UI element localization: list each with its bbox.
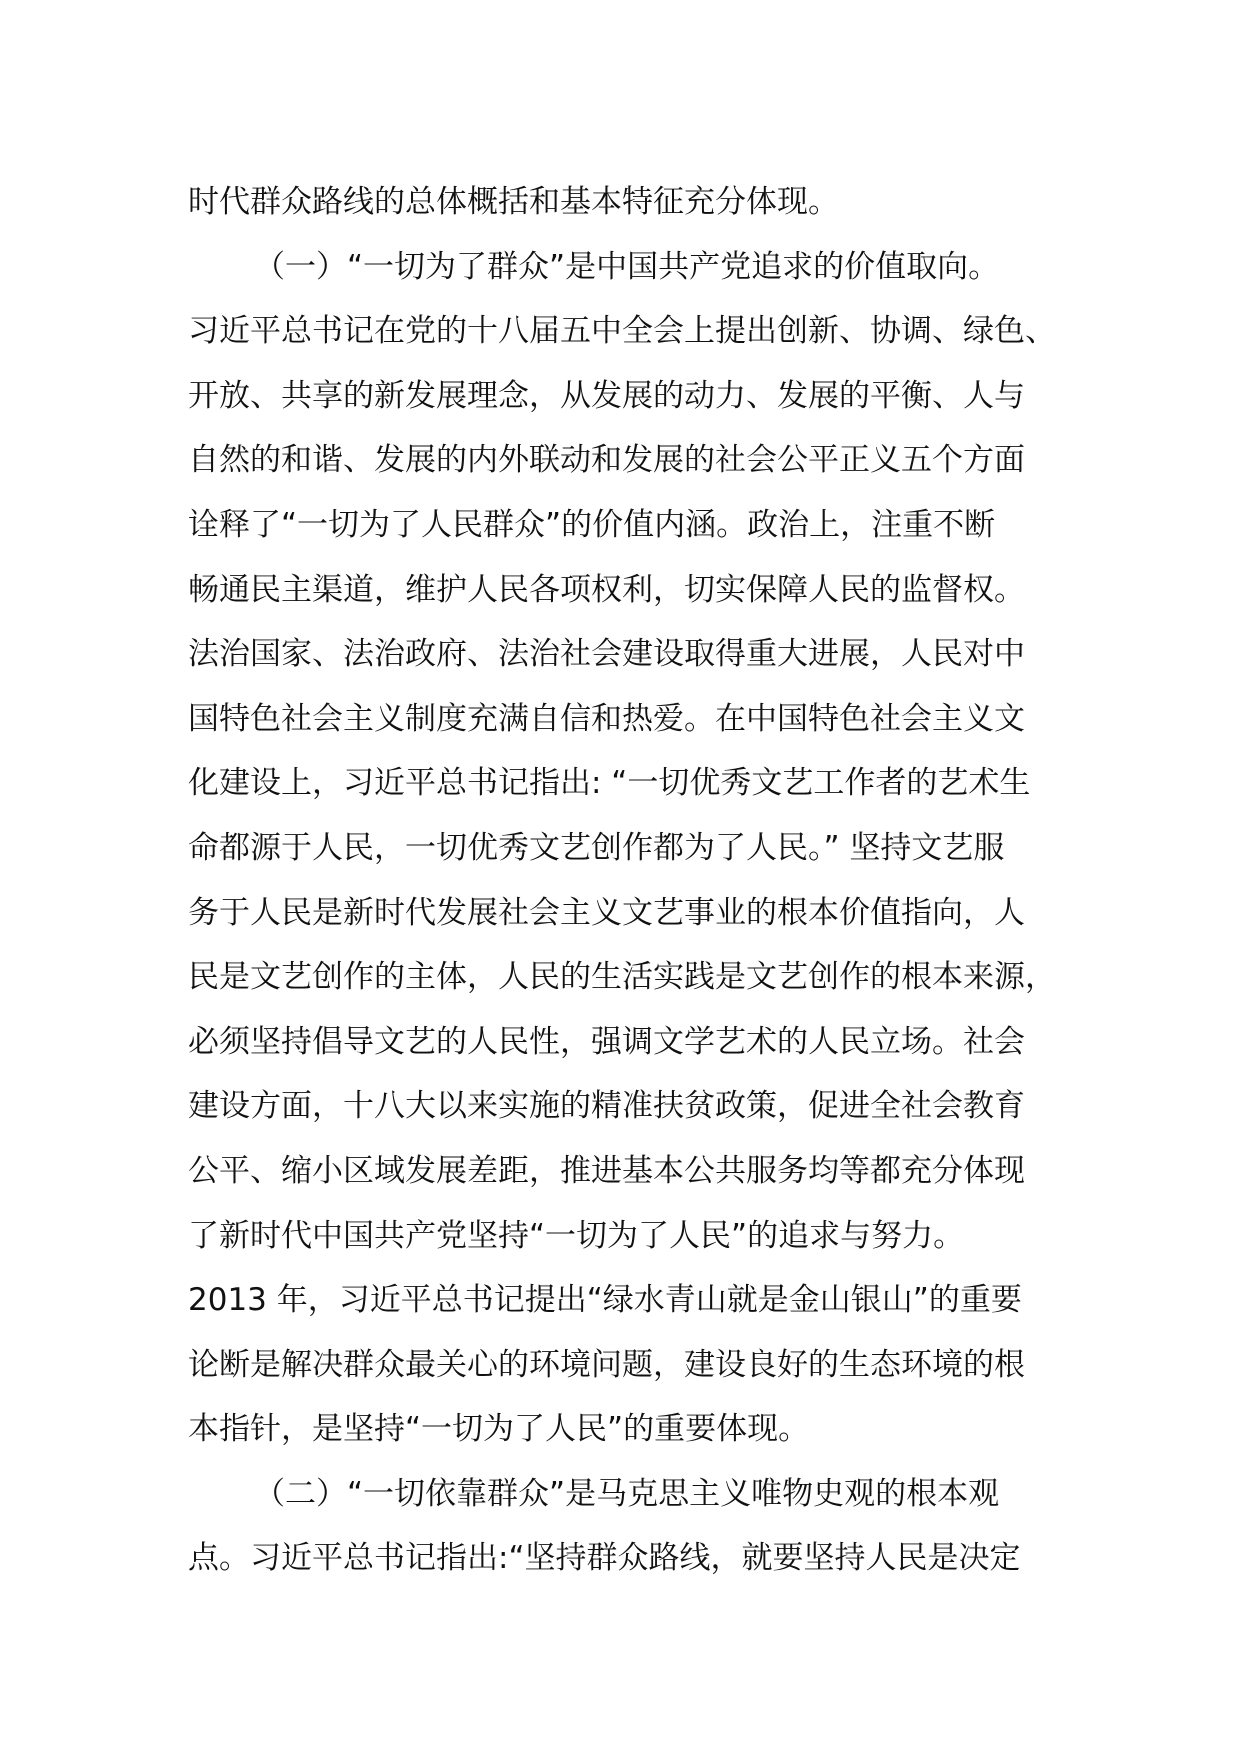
text-line: 法治国家、法治政府、法治社会建设取得重大进展，人民对中 xyxy=(188,636,1025,673)
document-body xyxy=(188,170,1068,1591)
text-line: 建设方面，十八大以来实施的精准扶贫政策，促进全社会教育 xyxy=(188,1088,1025,1125)
text-line: 点。习近平总书记指出:“坚持群众路线，就要坚持人民是决定 xyxy=(188,1540,1021,1577)
text-line: 必须坚持倡导文艺的人民性，强调文学艺术的人民立场。社会 xyxy=(188,1023,1025,1060)
section-heading-line: （一）“一切为了群众”是中国共产党追求的价值取向。 xyxy=(254,248,1000,285)
section-heading-line: （二）“一切依靠群众”是马克思主义唯物史观的根本观 xyxy=(254,1475,1000,1512)
text-line: 开放、共享的新发展理念，从发展的动力、发展的平衡、人与 xyxy=(188,377,1025,414)
text-line: 自然的和谐、发展的内外联动和发展的社会公平正义五个方面 xyxy=(188,442,1025,479)
text-line: 民是文艺创作的主体，人民的生活实践是文艺创作的根本来源， xyxy=(188,959,1056,996)
text-line: 2013 年，习近平总书记提出“绿水青山就是金山银山”的重要 xyxy=(188,1282,1022,1319)
text-line: 畅通民主渠道，维护人民各项权利，切实保障人民的监督权。 xyxy=(188,571,1025,608)
text-line: 本指针，是坚持“一切为了人民”的重要体现。 xyxy=(188,1411,810,1448)
text-line: 化建设上，习近平总书记指出: “一切优秀文艺工作者的艺术生 xyxy=(188,765,1031,802)
text-line: 国特色社会主义制度充满自信和热爱。在中国特色社会主义文 xyxy=(188,700,1025,737)
text-line: 诠释了“一切为了人民群众”的价值内涵。政治上，注重不断 xyxy=(188,506,996,543)
text-line: 命都源于人民，一切优秀文艺创作都为了人民。” 坚持文艺服 xyxy=(188,829,1005,866)
text-line: 了新时代中国共产党坚持“一切为了人民”的追求与努力。 xyxy=(188,1217,965,1254)
text-line: 时代群众路线的总体概括和基本特征充分体现。 xyxy=(188,184,839,220)
text-line: 论断是解决群众最关心的环境问题，建设良好的生态环境的根 xyxy=(188,1346,1025,1383)
text-line: 公平、缩小区域发展差距，推进基本公共服务均等都充分体现 xyxy=(188,1152,1025,1189)
text-line: 务于人民是新时代发展社会主义文艺事业的根本价值指向，人 xyxy=(188,894,1025,931)
text-line: 习近平总书记在党的十八届五中全会上提出创新、协调、绿色、 xyxy=(188,313,1056,350)
